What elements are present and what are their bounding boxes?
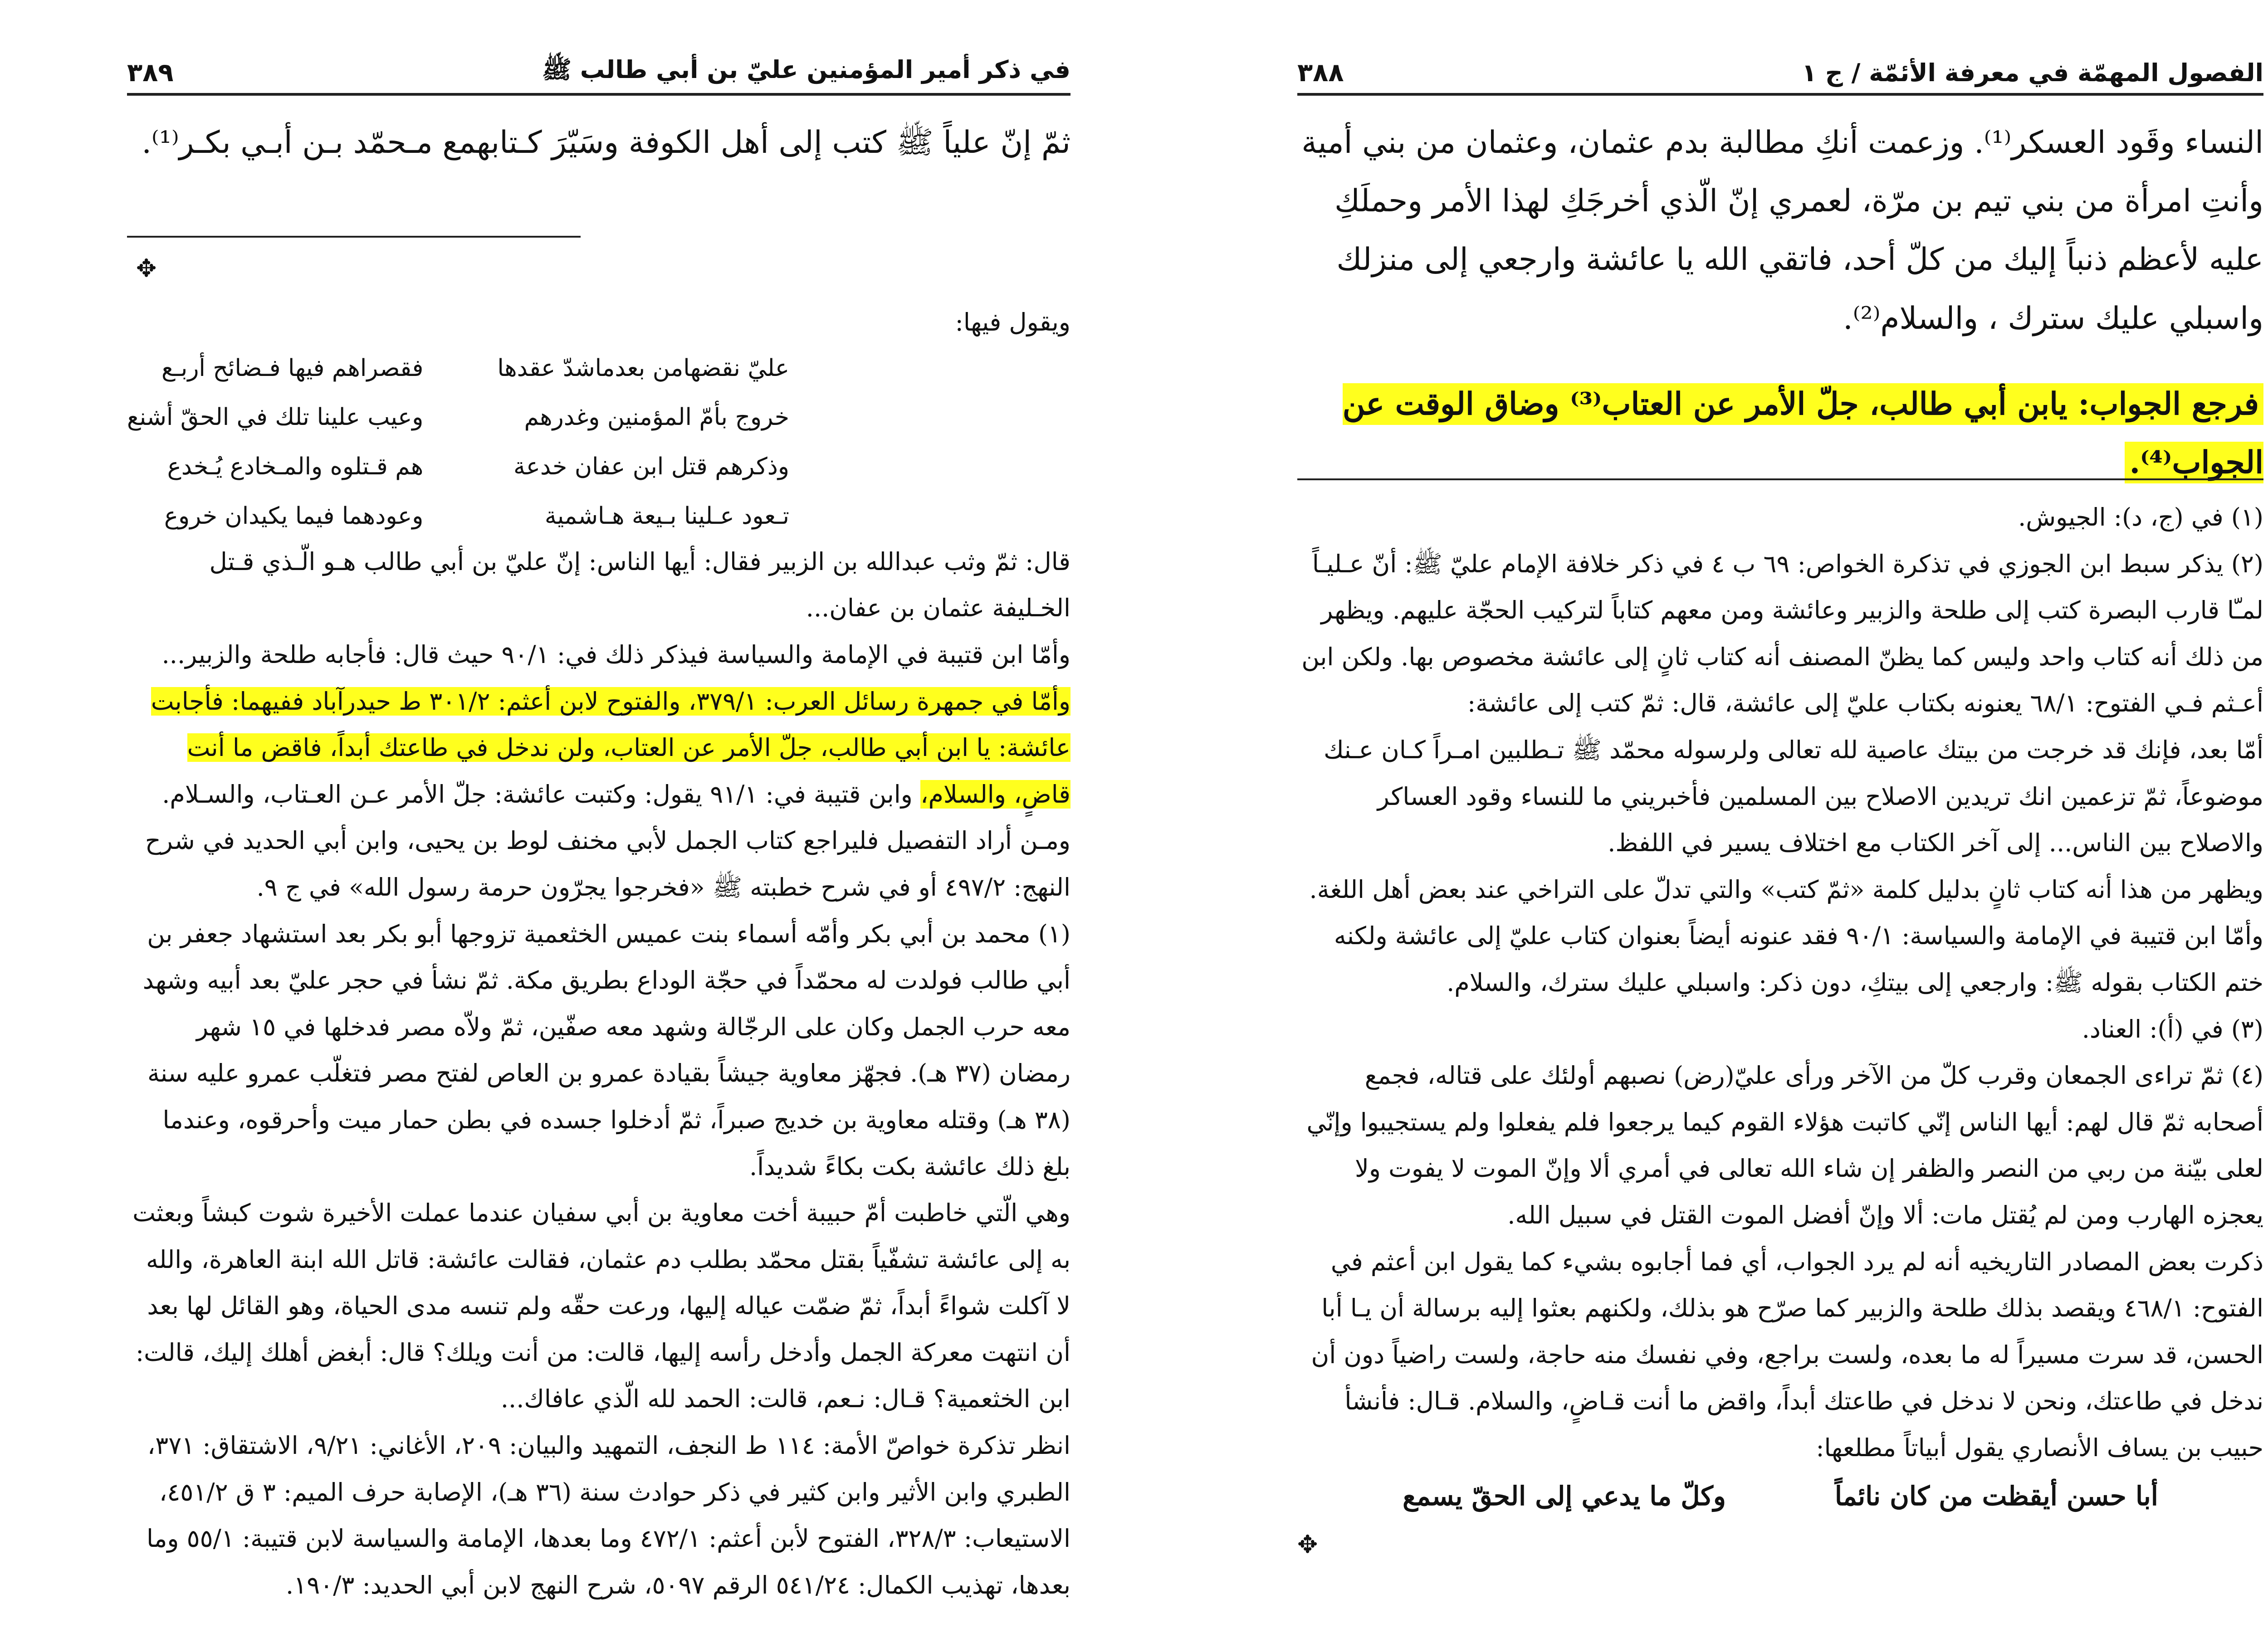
end-ornament (1297, 1521, 2263, 1568)
verse-hemistich-right: أبا حسن أيقظت من كان نائماً (1834, 1481, 2158, 1512)
poem-hemistich-right: عليّ نقضهامن بعدماشدّ عقدها (497, 354, 789, 382)
footnote-1: (١) في (ج، د): الجيوش. (2018, 503, 2263, 531)
running-header (1297, 54, 2263, 91)
header-rule (127, 93, 1070, 96)
page-388 (1297, 0, 2263, 1638)
page-389 (127, 0, 1070, 1638)
page-number: ٣٨٩ (127, 58, 174, 88)
main-text (1297, 113, 2263, 492)
footnote-4: (٤) ثمّ تراءى الجمعان وقرب كلّ من الآخر ورأى عليّ(رض) نصبهم أولئك على قتاله، فجمع أصحابه ثمّ قال لهم: أيها الناس إنّي كاتبت هؤلاء القوم كيما يرجعوا فلم يفعلوا ولم يستجيبوا وإنّي لعلى بيّنة من ربي من النصر والظفر إن شاء الله تعالى في أمري ألا وإنّ الموت لا يفوت ولا يعجزه الهارب ومن لم يُقتل مات: ألا وإنّ أفضل الموت القتل في سبيل الله. (1306, 1061, 2263, 1229)
poem-intro: ويقول فيها: (955, 308, 1070, 336)
footnote-4-continued: ذكرت بعض المصادر التاريخيه أنه لم يرد الجواب، أي فما أجابوه بشيء كما يقول ابن أعثم في الفتوح: ٤٦٨/١ ويقصد بذلك طلحة والزبير كما صرّح هو بذلك، ولكنهم بعثوا إليه برسالة أن يـا أبا الحسن، قد سرت مسيراً له ما بعده، ولست براجع، وفي نفسك منه حاجة، ولست راضياً دون أن ندخل في طاعتك، ونحن لا ندخل في طاعتك أبداً، واقض ما أنت قـاضٍ، والسلام. قـال: فأنشأ حبيب بن يساف الأنصاري يقول أبياتاً مطلعها: (1311, 1247, 2263, 1462)
running-header (127, 54, 1070, 91)
paragraph: ثمّ إنّ علياً ﷺ كتب إلى أهل الكوفة وسَيّرَ كـتابهمع مـحمّد بـن أبـي بكـر⁽¹⁾. (142, 125, 1070, 161)
footnote-text-continued: وابن قتيبة في: ٩١/١ يقول: وكتبت عائشة: جلّ الأمر عـن العـتاب، والسـلام. ومـن أراد التفصيل فليراجع كتاب الجمل لأبي مخنف لوط بن يحيى، وابن أبي الحديد في شرح النهج: ٤٩٧/٢ أو في شرح خطبته ﷺ «فخرجوا يجرّون حرمة رسول الله» في ج ٩. (145, 780, 1070, 902)
ornament-mark: ✥ (136, 254, 157, 283)
footnote-text (127, 678, 1070, 911)
highlighted-passage: وأمّا في جمهرة رسائل العرب: ٣٧٩/١، والفتوح لابن أعثم: ٣٠١/٢ ط حيدرآباد ففيهما: فأجابت عائشة: يا ابن أبي طالب، جلّ الأمر عن العتاب، ولن ندخل في طاعتك أبداً، فاقض ما أنت قاضٍ، والسلام، (151, 687, 1070, 809)
footnote-1: (١) محمد بن أبي بكر وأمّه أسماء بنت عميس الخثعمية تزوجها أبو بكر بعد استشهاد جعفر بن أبي طالب فولدت له محمّداً في حجّة الوداع بطريق مكة. ثمّ نشأ في حجر عليّ بعد أبيه وشهد معه حرب الجمل وكان على الرجّالة وشهد معه صفّين، ثمّ ولاّه مصر فدخلها في ١٥ شهر رمضان (٣٧ هـ). فجهّز معاوية جيشاً بقيادة عمرو بن العاص لفتح مصر فتغلّب عمرو عليه سنة (٣٨ هـ) وقتله معاوية بن خديج صبراً، ثمّ أدخلوا جسده في بطن حمار ميت وأحرقوه، وعندما بلغ ذلك عائشة بكت بكاءً شديداً. (142, 919, 1070, 1181)
poem-hemistich-left: وعيب علينا تلك في الحقّ أشنع (127, 404, 424, 431)
footnotes (127, 299, 1070, 1609)
footnote-separator (127, 236, 581, 238)
poem-hemistich-right: تـعود عـلينا بـيعة هـاشمية (544, 502, 789, 530)
footnote-2-continued: ويظهر من هذا أنه كتاب ثانٍ بدليل كلمة «ثمّ كتب» والتي تدلّ على التراخي عند بعض أهل اللغة. وأمّا ابن قتيبة في الإمامة والسياسة: ٩٠/١ فقد عنونه أيضاً بعنوان كتاب عليّ إلى عائشة ولكنه ختم الكتاب بقوله ﷺ: وارجعي إلى بيتكِ، دون ذكر: واسبلي عليك سترك، والسلام. (1309, 875, 2263, 997)
footnote-1-sources: انظر تذكرة خواصّ الأمة: ١١٤ ط النجف، التمهيد والبيان: ٢٠٩، الأغاني: ٩/٢١، الاشتقاق: ٣٧١، الطبري وابن الأثير وابن كثير في ذكر حوادث سنة (٣٦ هـ)، الإصابة حرف الميم: ٣ ق ٤٥١/٢، الاستيعاب: ٣٢٨/٣، الفتوح لأبن أعثم: ٤٧٢/١ وما بعدها، الإمامة والسياسة لابن قتيبة: ٥٥/١ وما بعدها، تهذيب الكمال: ٥٤١/٢٤ الرقم ٥٠٩٧، شرح النهج لابن أبي الحديد: ١٩٠/٣. (147, 1431, 1070, 1599)
page-number: ٣٨٨ (1297, 58, 1344, 88)
paragraph: النساء وقَود العسكر⁽¹⁾. وزعمت أنكِ مطالبة بدم عثمان، وعثمان من بني أمية وأنتِ امرأة من بني تيم بن مرّة، لعمري إنّ الّذي أخرجَكِ لهذا الأمر وحملَكِ عليه لأعظم ذنباً إليك من كلّ أحد، فاتقي الله يا عائشة وارجعي إلى منزلك واسبلي عليك سترك ، والسلام⁽²⁾. (1301, 125, 2263, 336)
running-head-title: في ذكر أمير المؤمنين عليّ بن أبي طالب ﷺ (542, 55, 1070, 84)
verse-hemistich-left: وكلّ ما يدعي إلى الحقّ يسمع (1403, 1481, 1726, 1512)
poem-hemistich-left: فقصراهم فيها فـضائح أربـع (161, 354, 424, 382)
footnote-text: قال: ثمّ وثب عبدالله بن الزبير فقال: أيها الناس: إنّ عليّ بن أبي طالب هـو الّـذي قـتل الخـليفة عثمان بن عفان... (209, 547, 1070, 623)
highlighted-response (1297, 375, 2263, 492)
footnotes (1297, 494, 2263, 1568)
footnote-text: وأمّا ابن قتيبة في الإمامة والسياسة فيذكر ذلك في: ٩٠/١ حيث قال: فأجابه طلحة والزبير... (161, 640, 1070, 669)
poem-hemistich-right: وذكرهم قتل ابن عفان خدعة (513, 453, 789, 481)
footnote-2: (٢) يذكر سبط ابن الجوزي في تذكرة الخواص: ٦٩ ب ٤ في ذكر خلافة الإمام عليّ ﷺ: أنّ عـليـاً لمـّا قارب البصرة كتب إلى طلحة والزبير وعائشة ومن معهم كتاباً لتركيب الحجّة عليهم. ويظهر من ذلك أنه كتاب واحد وليس كما يظنّ المصنف أنه كتاب ثانٍ إلى عائشة مخصوص بها. ولكن ابن أعـثم فـي الفتوح: ٦٨/١ يعنونه بكتاب عليّ إلى عائشة، قال: ثمّ كتب إلى عائشة: (1301, 549, 2263, 718)
poem-hemistich-right: خروج بأمّ المؤمنين وغدرهم (524, 404, 789, 431)
footnote-2-quote: أمّا بعد، فإنك قد خرجت من بيتك عاصية لله تعالى ولرسوله محمّد ﷺ تـطلبين امـراً كـان عـنك موضوعاً، ثمّ تزعمين انك تريدين الاصلاح بين المسلمين فأخبريني ما للنساء وقود العساكر والاصلاح بين الناس... إلى آخر الكتاب مع اختلاف يسير في اللفظ. (1324, 735, 2263, 858)
verse-couplet (1297, 1471, 2263, 1521)
ornament-mark: ✥ (1297, 1530, 1318, 1559)
poem (127, 346, 1070, 539)
highlighted-passage: فرجع الجواب: يابن أبي طالب، جلّ الأمر عن العتاب⁽³⁾ وضاق الوقت عن الجواب⁽⁴⁾. (1343, 383, 2263, 483)
footnote-1-continued: وهي الّتي خاطبت أمّ حبيبة أخت معاوية بن أبي سفيان عندما عملت الأخيرة شوت كبشاً وبعثت به إلى عائشة تشفّياً بقتل محمّد بطلب دم عثمان، فقالت عائشة: قاتل الله ابنة العاهرة، والله لا آكلت شواءً أبداً، ثمّ ضمّت عياله إليها، ورعت حقّه ولم تنسه مدى الحياة، وهو القائل لها بعد أن انتهت معركة الجمل وأدخل رأسه إليها، قالت: من أنت ويلك؟ قال: أبغض أهلك إليك، قالت: ابن الخثعمية؟ قـال: نـعم، قالت: الحمد لله الّذي عافاك... (132, 1199, 1070, 1414)
poem-hemistich-left: هم قـتلوه والمـخادع يُـخدع (167, 453, 424, 481)
main-text (127, 113, 1070, 172)
poem-hemistich-left: وعودهما فيما يكيدان خروع (164, 502, 424, 530)
footnote-3: (٣) في (أ): العناد. (2082, 1014, 2263, 1043)
running-head-title: الفصول المهمّة في معرفة الأئمّة / ج ١ (1802, 58, 2263, 87)
footnote-separator (1297, 478, 2263, 480)
header-rule (1297, 93, 2263, 96)
